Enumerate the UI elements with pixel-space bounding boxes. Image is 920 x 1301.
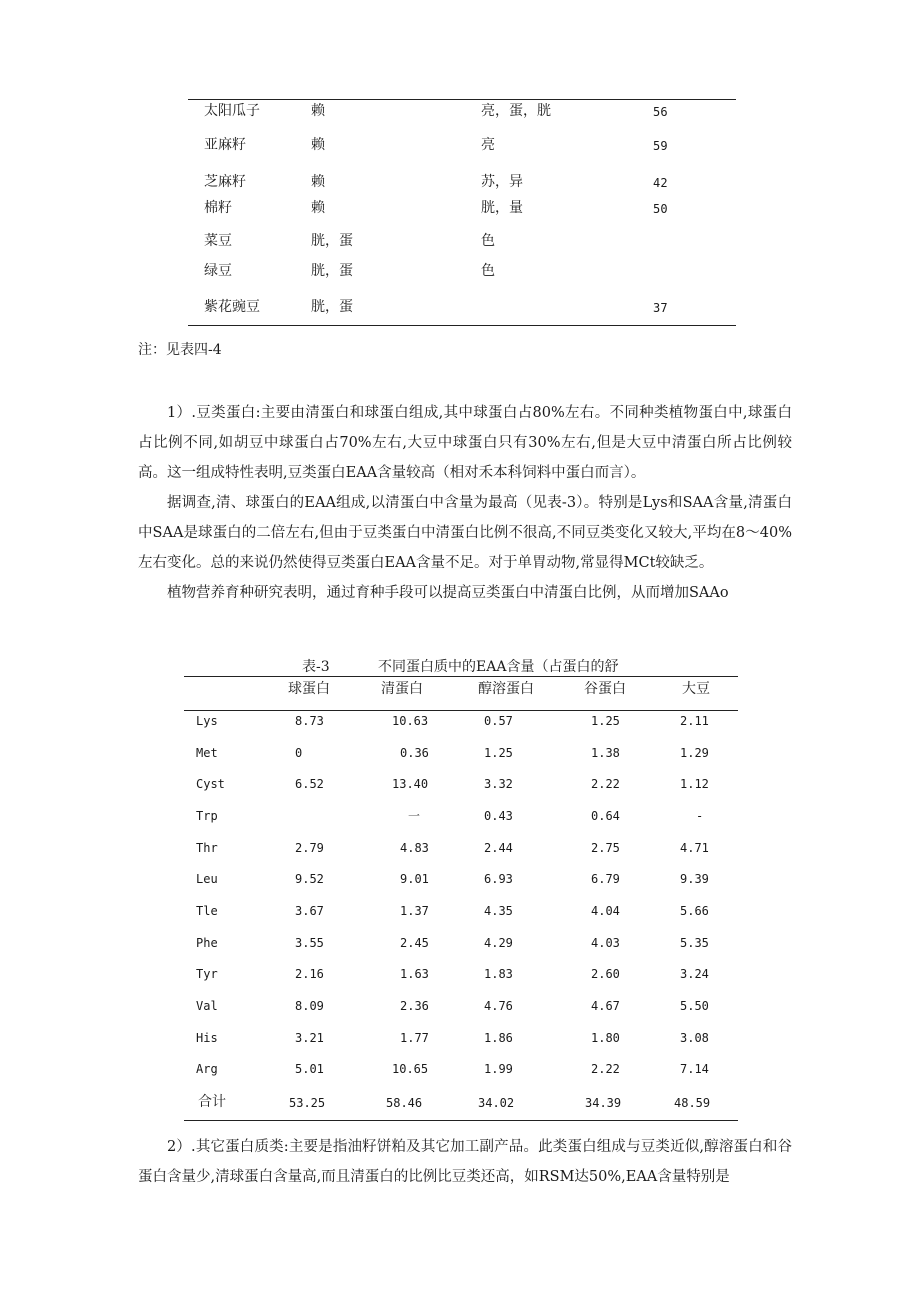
- table2-cell: 3.24: [680, 967, 709, 981]
- table2-row-label: Lys: [196, 714, 218, 728]
- table2-cell: 3.67: [295, 904, 324, 918]
- table2-cell: 5.66: [680, 904, 709, 918]
- table2-cell: 2.16: [295, 967, 324, 981]
- table2-cell: 53.25: [289, 1096, 326, 1110]
- table2-row-label: His: [196, 1031, 218, 1045]
- table2-row-label: Leu: [196, 872, 218, 886]
- table2-cell: 5.50: [680, 999, 709, 1013]
- table1-row-c2: 胱，蛋: [311, 233, 353, 249]
- paragraph-other-proteins: 2）.其它蛋白质类:主要是指油籽饼粕及其它加工副产品。此类蛋白组成与豆类近似,醇溶蛋白和谷蛋白含量少,清球蛋白含量高,而且清蛋白的比例比豆类还高，如RSM达50%,EAA含量特别是: [138, 1139, 792, 1185]
- paragraph-survey: 据调查,清、球蛋白的EAA组成,以清蛋白中含量为最高（见表-3）。特别是Lys和SAA含量,清蛋白中SAA是球蛋白的二倍左右,但由于豆类蛋白中清蛋白比例不很高,不同豆类变化又较大,平均在8～40%左右变化。总的来说仍然使得豆类蛋白EAA含量不足。对于单胃动物,常显得MCt较缺乏。: [138, 495, 792, 571]
- table2-cell: 48.59: [674, 1096, 711, 1110]
- table2-row-label: Val: [196, 999, 218, 1013]
- table1-row-name: 紫花豌豆: [204, 299, 260, 315]
- table1-row-c3: 胱，量: [481, 200, 523, 216]
- table2-cell: 2.75: [591, 841, 620, 855]
- table1-top-rule: [188, 99, 736, 100]
- table2-cell: 1.38: [591, 746, 620, 760]
- table2-cell: 6.52: [295, 777, 324, 791]
- table2-cell: 58.46: [386, 1096, 423, 1110]
- table2-cell: 7.14: [680, 1062, 709, 1076]
- table1-row-name: 芝麻籽: [204, 174, 246, 190]
- table2-cell: 一: [408, 809, 421, 823]
- table2-cell: 1.63: [400, 967, 429, 981]
- table2-cell: 1.37: [400, 904, 429, 918]
- table1-row-name: 亚麻籽: [204, 137, 246, 153]
- table2-cell: 0.36: [400, 746, 429, 760]
- table1-row-c3: 色: [481, 233, 495, 249]
- table2-cell: 2.45: [400, 936, 429, 950]
- table1-row-c4: 56: [653, 105, 668, 119]
- table1-row-c4: 37: [653, 301, 668, 315]
- table2-cell: 6.79: [591, 872, 620, 886]
- table1-row-c4: 59: [653, 139, 668, 153]
- table2-cell: 8.09: [295, 999, 324, 1013]
- table2-cell: 4.83: [400, 841, 429, 855]
- table2-caption-text: 不同蛋白质中的EAA含量（占蛋白的舒: [378, 659, 619, 675]
- table2-cell: 0.43: [484, 809, 513, 823]
- table1-row-c2: 胱，蛋: [311, 299, 353, 315]
- table2-cell: 1.77: [400, 1031, 429, 1045]
- table1-row-name: 绿豆: [204, 263, 232, 279]
- table2-cell: 2.36: [400, 999, 429, 1013]
- table2-cell: 1.83: [484, 967, 513, 981]
- table1-row-c2: 胱，蛋: [311, 263, 353, 279]
- table2-cell: 4.76: [484, 999, 513, 1013]
- table2-row-label: Trp: [196, 809, 218, 823]
- table2-header-cell: 大豆: [682, 681, 710, 697]
- table2-cell: 2.22: [591, 777, 620, 791]
- table2-cell: 1.25: [591, 714, 620, 728]
- table2-cell: 1.80: [591, 1031, 620, 1045]
- table1-note: 注：见表四-4: [138, 342, 222, 358]
- paragraph-legume-protein: 1）.豆类蛋白:主要由清蛋白和球蛋白组成,其中球蛋白占80%左右。不同种类植物蛋白中,球蛋白占比例不同,如胡豆中球蛋白占70%左右,大豆中球蛋白只有30%左右,但是大豆中清蛋白所占比例较高。这一组成特性表明,豆类蛋白EAA含量较高（相对禾本科饲料中蛋白而言）。: [138, 405, 792, 481]
- table2-cell: 3.21: [295, 1031, 324, 1045]
- table2-cell: 10.65: [392, 1062, 429, 1076]
- table2-cell: 0: [295, 746, 303, 760]
- table1-row-c2: 赖: [311, 174, 325, 190]
- table2-row-label: Arg: [196, 1062, 218, 1076]
- table2-cell: 9.52: [295, 872, 324, 886]
- table2-row-label: Tyr: [196, 967, 218, 981]
- table1-row-c3: 亮: [481, 137, 495, 153]
- table2-cell: 13.40: [392, 777, 429, 791]
- table2-cell: 1.86: [484, 1031, 513, 1045]
- table2-header-cell: 醇溶蛋白: [478, 681, 534, 697]
- table2-cell: 1.25: [484, 746, 513, 760]
- table1-row-c3: 苏，异: [481, 174, 523, 190]
- table1-row-c3: 亮，蛋，胱: [481, 103, 551, 119]
- table2-cell: 0.64: [591, 809, 620, 823]
- table2-header-cell: 清蛋白: [381, 681, 423, 697]
- table2-bottom-rule: [184, 1120, 738, 1121]
- table2-cell: 4.29: [484, 936, 513, 950]
- table1-row-name: 棉籽: [204, 200, 232, 216]
- paragraph-block-2: [138, 1132, 792, 1192]
- table2-header-cell: 球蛋白: [288, 681, 330, 697]
- table2-cell: 3.55: [295, 936, 324, 950]
- table2-cell: 4.03: [591, 936, 620, 950]
- table2-row-label: Met: [196, 746, 218, 760]
- table2-cell: 5.01: [295, 1062, 324, 1076]
- table2-cell: 1.99: [484, 1062, 513, 1076]
- table1-row-name: 菜豆: [204, 233, 232, 249]
- table1-row-name: 太阳瓜子: [204, 103, 260, 119]
- table2-cell: 2.60: [591, 967, 620, 981]
- table2-row-label: Cyst: [196, 777, 225, 791]
- table2-header-cell: 谷蛋白: [584, 681, 626, 697]
- table2-cell: 5.35: [680, 936, 709, 950]
- table2-cell: 2.22: [591, 1062, 620, 1076]
- table2-cell: 9.39: [680, 872, 709, 886]
- table2-cell: 34.39: [585, 1096, 622, 1110]
- table1-row-c4: 42: [653, 176, 668, 190]
- table2-cell: 1.29: [680, 746, 709, 760]
- table1-row-c2: 赖: [311, 200, 325, 216]
- paragraph-breeding: 植物营养育种研究表明，通过育种手段可以提高豆类蛋白中清蛋白比例，从而增加SAAo: [167, 585, 729, 601]
- table2-header-rule: [184, 710, 738, 711]
- table2-cell: -: [696, 809, 704, 823]
- table2-row-label: Phe: [196, 936, 218, 950]
- table2-cell: 1.12: [680, 777, 709, 791]
- table2-row-label: 合计: [198, 1094, 226, 1110]
- table2-row-label: Tle: [196, 904, 218, 918]
- table2-cell: 0.57: [484, 714, 513, 728]
- table1-row-c4: 50: [653, 202, 668, 216]
- table1-row-c2: 赖: [311, 137, 325, 153]
- table2-cell: 9.01: [400, 872, 429, 886]
- paragraph-block-1: [138, 398, 792, 608]
- table2-cell: 2.79: [295, 841, 324, 855]
- table2-cell: 34.02: [478, 1096, 515, 1110]
- table2-caption-label: 表-3: [302, 659, 330, 675]
- table2-cell: 3.08: [680, 1031, 709, 1045]
- table2-cell: 2.44: [484, 841, 513, 855]
- table1-bottom-rule: [188, 325, 736, 326]
- table1-row-c2: 赖: [311, 103, 325, 119]
- table2-cell: 4.71: [680, 841, 709, 855]
- table2-cell: 4.35: [484, 904, 513, 918]
- table2-row-label: Thr: [196, 841, 218, 855]
- table2-cell: 2.11: [680, 714, 709, 728]
- table2-cell: 10.63: [392, 714, 429, 728]
- table2-cell: 8.73: [295, 714, 324, 728]
- table2-cell: 3.32: [484, 777, 513, 791]
- table2-cell: 4.04: [591, 904, 620, 918]
- table2-cell: 4.67: [591, 999, 620, 1013]
- table1-row-c3: 色: [481, 263, 495, 279]
- table2-cell: 6.93: [484, 872, 513, 886]
- table2-top-rule: [184, 676, 738, 677]
